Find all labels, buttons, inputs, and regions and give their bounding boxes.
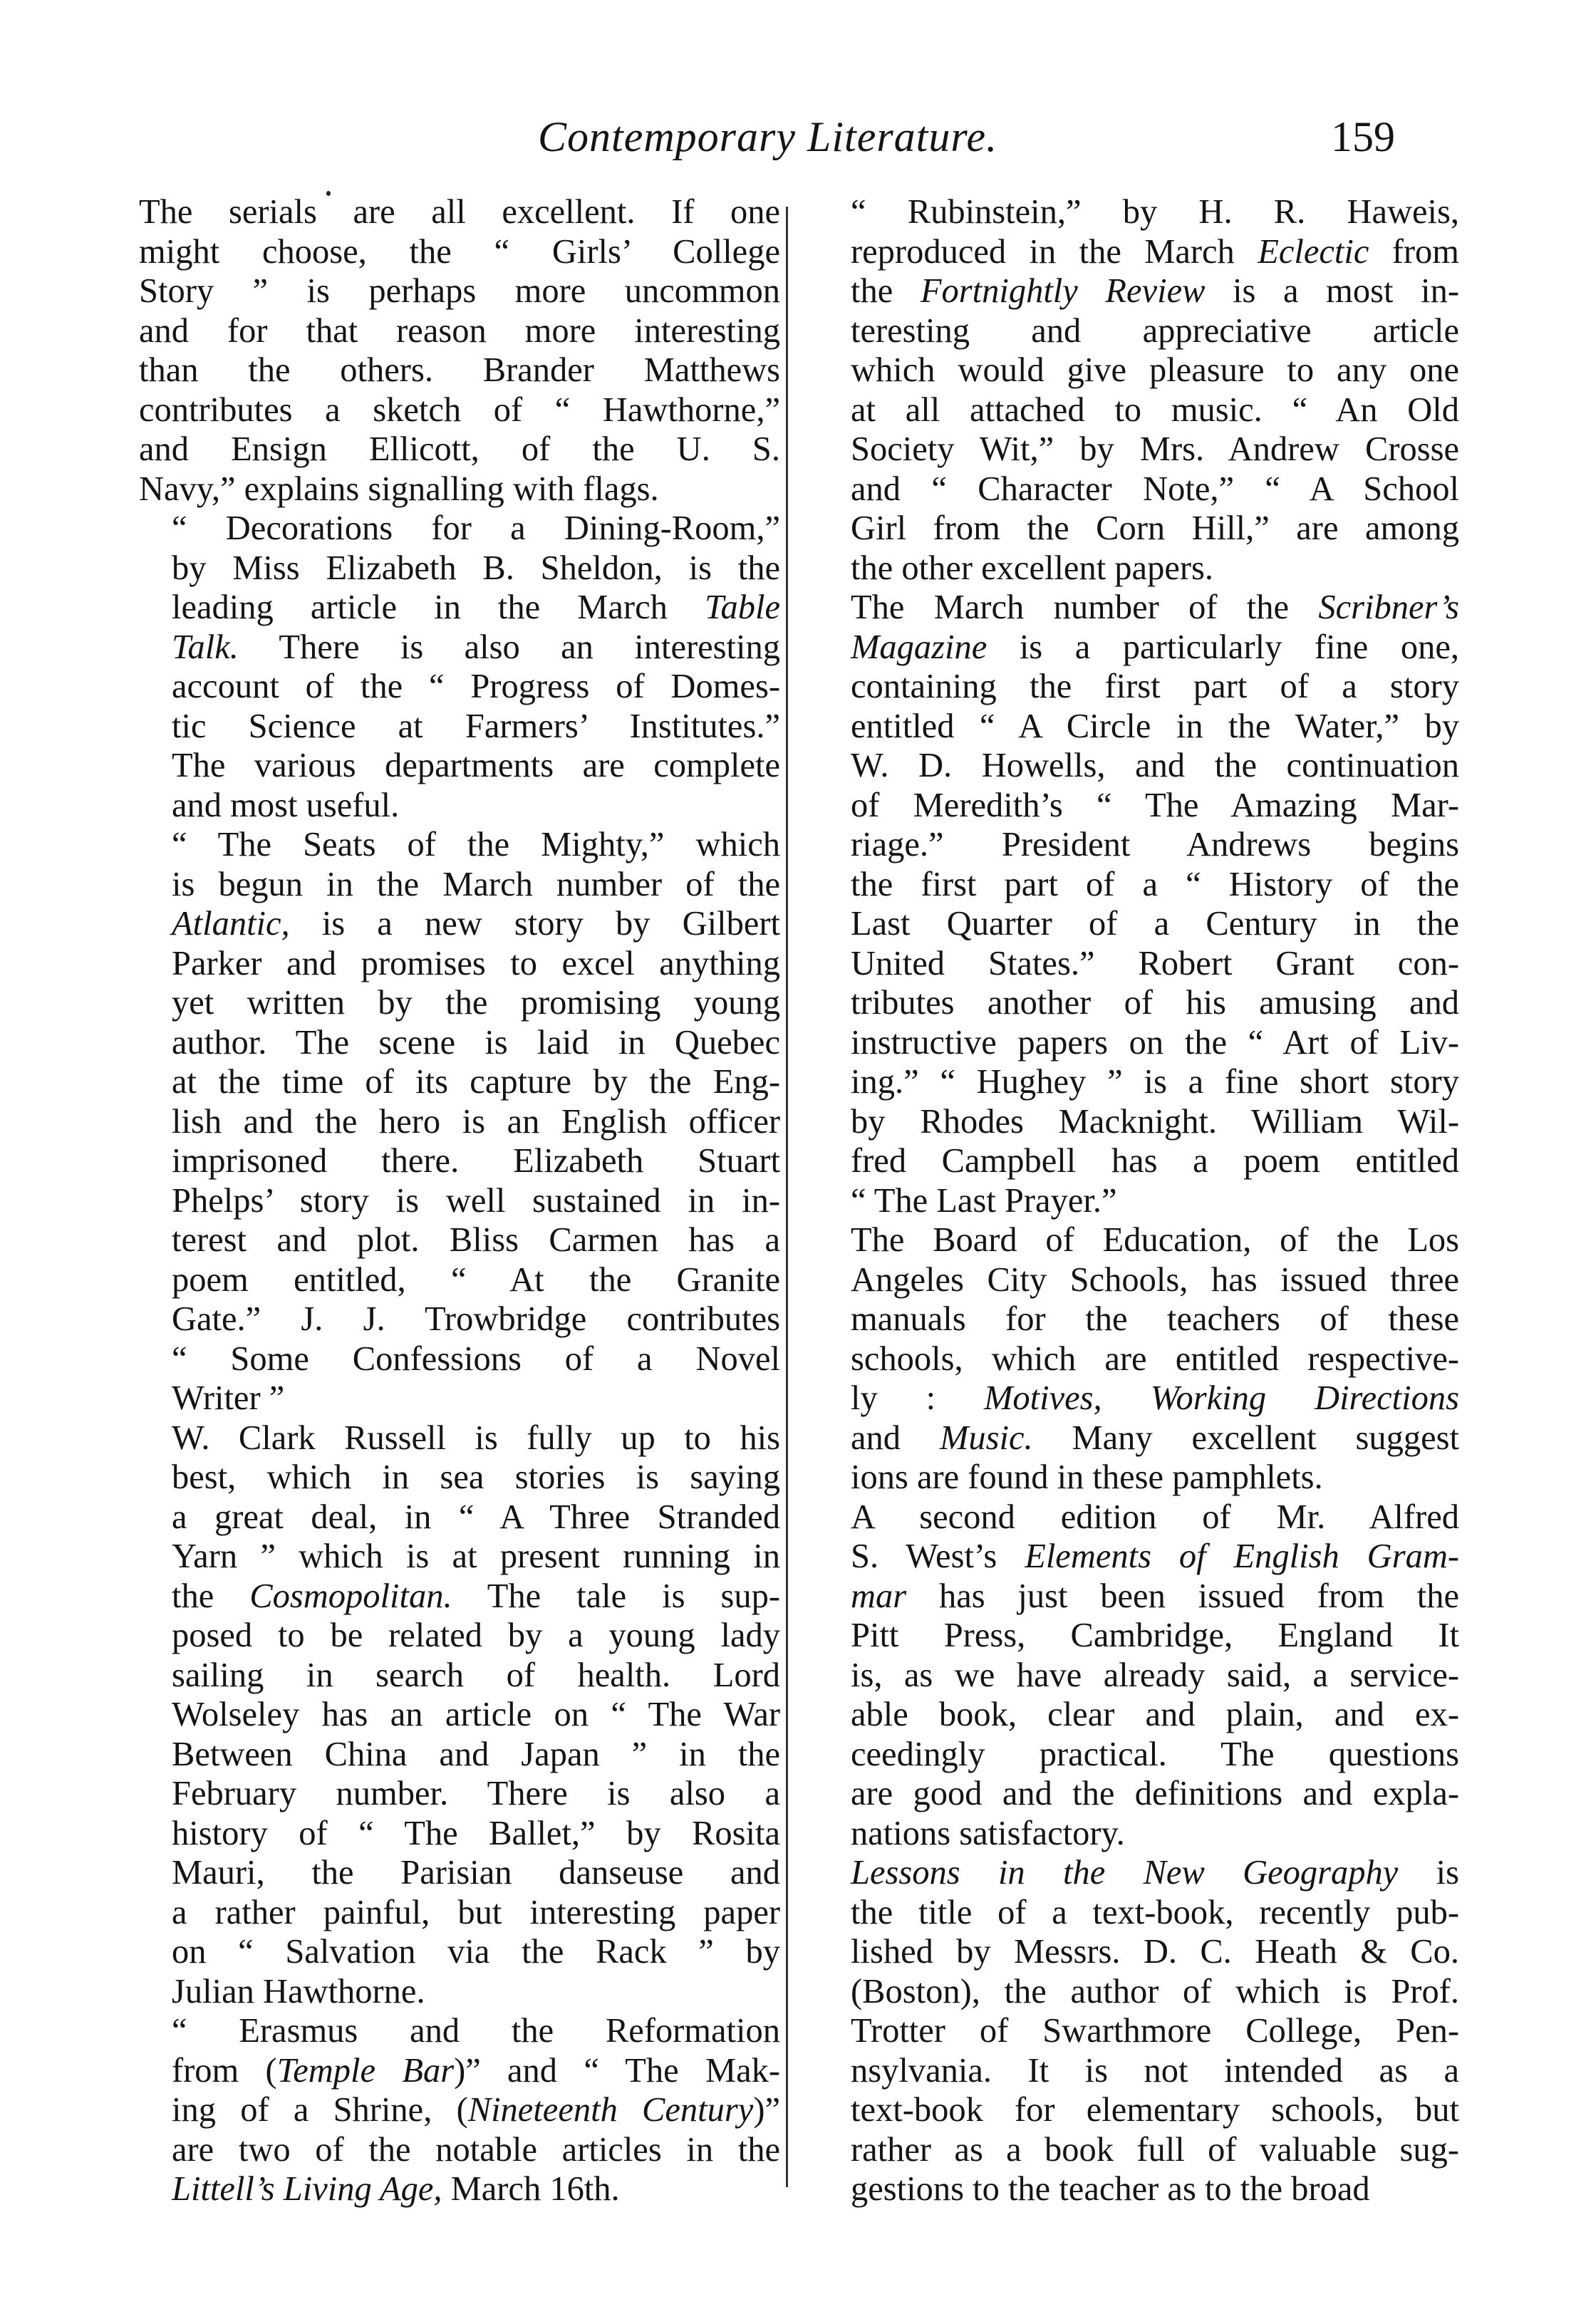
text-line: text-book for elementary schools, but: [851, 2091, 1459, 2129]
text-line: is begun in the March number of the: [172, 865, 780, 903]
text-line: ly : Motives, Working Directions: [851, 1379, 1459, 1417]
right-column: [818, 192, 1459, 2209]
text-line: Navy,” explains signalling with flags.: [139, 470, 659, 508]
text-line: and Ensign Ellicott, of the U. S.: [139, 430, 780, 468]
text-line: Story ” is perhaps more uncommon: [139, 272, 780, 310]
paragraph: [818, 1853, 1459, 2209]
text-line: The Board of Education, of the Los: [851, 1221, 1459, 1259]
text-line: by Rhodes Macknight. William Wil-: [851, 1102, 1459, 1141]
text-line: tic Science at Farmers’ Institutes.”: [172, 707, 780, 745]
text-line: at the time of its capture by the Eng-: [172, 1063, 780, 1101]
text-line: Yarn ” which is at present running in: [172, 1537, 780, 1575]
text-line: posed to be related by a young lady: [172, 1617, 780, 1654]
text-line: are good and the definitions and expla-: [851, 1775, 1459, 1812]
text-line: “ Some Confessions of a Novel: [172, 1339, 780, 1378]
text-line: Wolseley has an article on “ The War: [172, 1696, 780, 1733]
text-line: February number. There is also a: [172, 1775, 780, 1812]
page-header: [0, 113, 1581, 177]
text-line: Gate.” J. J. Trowbridge contributes: [172, 1300, 780, 1338]
text-line: S. West’s Elements of English Gram-: [851, 1537, 1460, 1575]
text-line: gestions to the teacher as to the broad: [851, 2170, 1370, 2208]
text-line: leading article in the March Table: [172, 588, 780, 626]
text-line: poem entitled, “ At the Granite: [172, 1260, 780, 1299]
text-line: Julian Hawthorne.: [172, 1972, 425, 2011]
paragraph: [818, 1498, 1459, 1854]
text-line: W. Clark Russell is fully up to his: [172, 1418, 780, 1457]
text-line: ions are found in these pamphlets.: [851, 1458, 1323, 1496]
text-line: mar has just been issued from the: [851, 1577, 1459, 1615]
text-line: by Miss Elizabeth B. Sheldon, is the: [172, 549, 780, 587]
text-line: The March number of the Scribner’s: [851, 588, 1459, 626]
text-line: the Fortnightly Review is a most in-: [851, 272, 1459, 310]
text-line: terest and plot. Bliss Carmen has a: [172, 1221, 780, 1259]
text-line: and for that reason more interesting: [139, 311, 780, 350]
running-title: Contemporary Literature.: [538, 113, 998, 160]
text-line: Pitt Press, Cambridge, England It: [851, 1617, 1459, 1654]
text-line: “ The Last Prayer.”: [851, 1181, 1117, 1220]
paragraph: [818, 1220, 1459, 1498]
paragraph: [139, 1418, 780, 2012]
text-line: Angeles City Schools, has issued three: [851, 1260, 1459, 1299]
text-line: (Boston), the author of which is Prof.: [851, 1972, 1459, 2011]
text-line: schools, which are entitled respective-: [851, 1339, 1459, 1378]
text-line: contributes a sketch of “ Hawthorne,”: [139, 390, 780, 429]
text-line: Society Wit,” by Mrs. Andrew Crosse: [851, 430, 1459, 468]
text-line: author. The scene is laid in Quebec: [172, 1023, 780, 1062]
text-line: United States.” Robert Grant con-: [851, 944, 1459, 982]
text-line: which would give pleasure to any one: [851, 351, 1459, 389]
text-line: are two of the notable articles in the: [172, 2130, 780, 2169]
text-line: rather as a book full of valuable sug-: [851, 2130, 1459, 2169]
text-line: imprisoned there. Elizabeth Stuart: [172, 1142, 780, 1180]
text-line: containing the first part of a story: [851, 668, 1459, 705]
text-line: the other excellent papers.: [851, 549, 1214, 587]
text-line: the first part of a “ History of the: [851, 865, 1459, 903]
text-line: W. D. Howells, and the continuation: [851, 747, 1459, 784]
paragraph: [139, 2011, 780, 2209]
text-line: able book, clear and plain, and ex-: [851, 1696, 1459, 1733]
text-line: and “ Character Note,” “ A School: [851, 470, 1459, 508]
text-line: lish and the hero is an English officer: [172, 1102, 780, 1141]
text-line: Mauri, the Parisian danseuse and: [172, 1854, 780, 1892]
text-line: lished by Messrs. D. C. Heath & Co.: [851, 1933, 1459, 1971]
text-line: than the others. Brander Matthews: [139, 351, 780, 389]
paragraph: [818, 588, 1459, 1220]
text-line: the title of a text-book, recently pub-: [851, 1893, 1459, 1931]
text-line: Girl from the Corn Hill,” are among: [851, 509, 1459, 547]
text-line: A second edition of Mr. Alfred: [851, 1498, 1459, 1536]
text-line: history of “ The Ballet,” by Rosita: [172, 1814, 780, 1852]
text-line: “ The Seats of the Mighty,” which: [172, 826, 780, 863]
text-line: ceedingly practical. The questions: [851, 1735, 1459, 1773]
text-line: Trotter of Swarthmore College, Pen-: [851, 2012, 1459, 2050]
column-divider: [786, 207, 788, 2187]
text-line: and most useful.: [172, 786, 400, 824]
text-line: Lessons in the New Geography is: [851, 1854, 1459, 1892]
text-line: ing.” “ Hughey ” is a fine short story: [851, 1063, 1459, 1101]
text-line: is, as we have already said, a service-: [851, 1656, 1459, 1694]
text-line: nsylvania. It is not intended as a: [851, 2051, 1459, 2090]
text-line: “ Erasmus and the Reformation: [172, 2012, 780, 2050]
text-line: entitled “ A Circle in the Water,” by: [851, 707, 1459, 745]
text-line: account of the “ Progress of Domes-: [172, 668, 780, 705]
text-line: reproduced in the March Eclectic from: [851, 232, 1460, 271]
text-line: on “ Salvation via the Rack ” by: [172, 1933, 780, 1971]
text-line: Littell’s Living Age, March 16th.: [172, 2170, 620, 2208]
text-line: instructive papers on the “ Art of Liv-: [851, 1023, 1459, 1062]
text-line: the Cosmopolitan. The tale is sup-: [172, 1577, 780, 1615]
text-line: of Meredith’s “ The Amazing Mar-: [851, 786, 1459, 824]
page-number: 159: [1331, 113, 1395, 160]
text-line: ing of a Shrine, (Nineteenth Century)”: [172, 2091, 780, 2129]
text-line: Magazine is a particularly fine one,: [851, 628, 1459, 666]
text-line: Last Quarter of a Century in the: [851, 905, 1459, 943]
text-line: Writer ”: [172, 1379, 285, 1417]
text-line: manuals for the teachers of these: [851, 1300, 1459, 1338]
text-line: at all attached to music. “ An Old: [851, 390, 1459, 429]
text-line: “ Rubinstein,” by H. R. Haweis,: [851, 193, 1459, 231]
text-line: a great deal, in “ A Three Stranded: [172, 1498, 780, 1536]
text-line: nations satisfactory.: [851, 1814, 1125, 1852]
paragraph: [139, 509, 780, 825]
paragraph: [139, 825, 780, 1418]
paragraph: [139, 192, 780, 509]
text-line: “ Decorations for a Dining-Room,”: [172, 509, 780, 547]
text-line: teresting and appreciative article: [851, 311, 1459, 350]
text-line: Atlantic, is a new story by Gilbert: [172, 905, 780, 943]
text-line: best, which in sea stories is saying: [172, 1458, 780, 1496]
text-line: fred Campbell has a poem entitled: [851, 1142, 1459, 1180]
text-line: Parker and promises to excel anything: [172, 944, 780, 982]
text-line: Phelps’ story is well sustained in in-: [172, 1181, 780, 1220]
text-line: a rather painful, but interesting paper: [172, 1893, 780, 1931]
text-line: The serials are all excellent. If one: [139, 193, 780, 231]
text-line: The various departments are complete: [172, 747, 780, 784]
text-line: yet written by the promising young: [172, 984, 780, 1022]
text-line: and Music. Many excellent suggest: [851, 1418, 1459, 1457]
text-line: Between China and Japan ” in the: [172, 1735, 780, 1773]
text-line: might choose, the “ Girls’ College: [139, 232, 780, 271]
text-line: tributes another of his amusing and: [851, 984, 1459, 1022]
paragraph: [818, 192, 1459, 588]
left-column: [139, 192, 780, 2209]
text-line: sailing in search of health. Lord: [172, 1656, 780, 1694]
text-line: riage.” President Andrews begins: [851, 826, 1459, 863]
text-line: Talk. There is also an interesting: [172, 628, 780, 666]
text-line: from (Temple Bar)” and “ The Mak-: [172, 2051, 781, 2090]
